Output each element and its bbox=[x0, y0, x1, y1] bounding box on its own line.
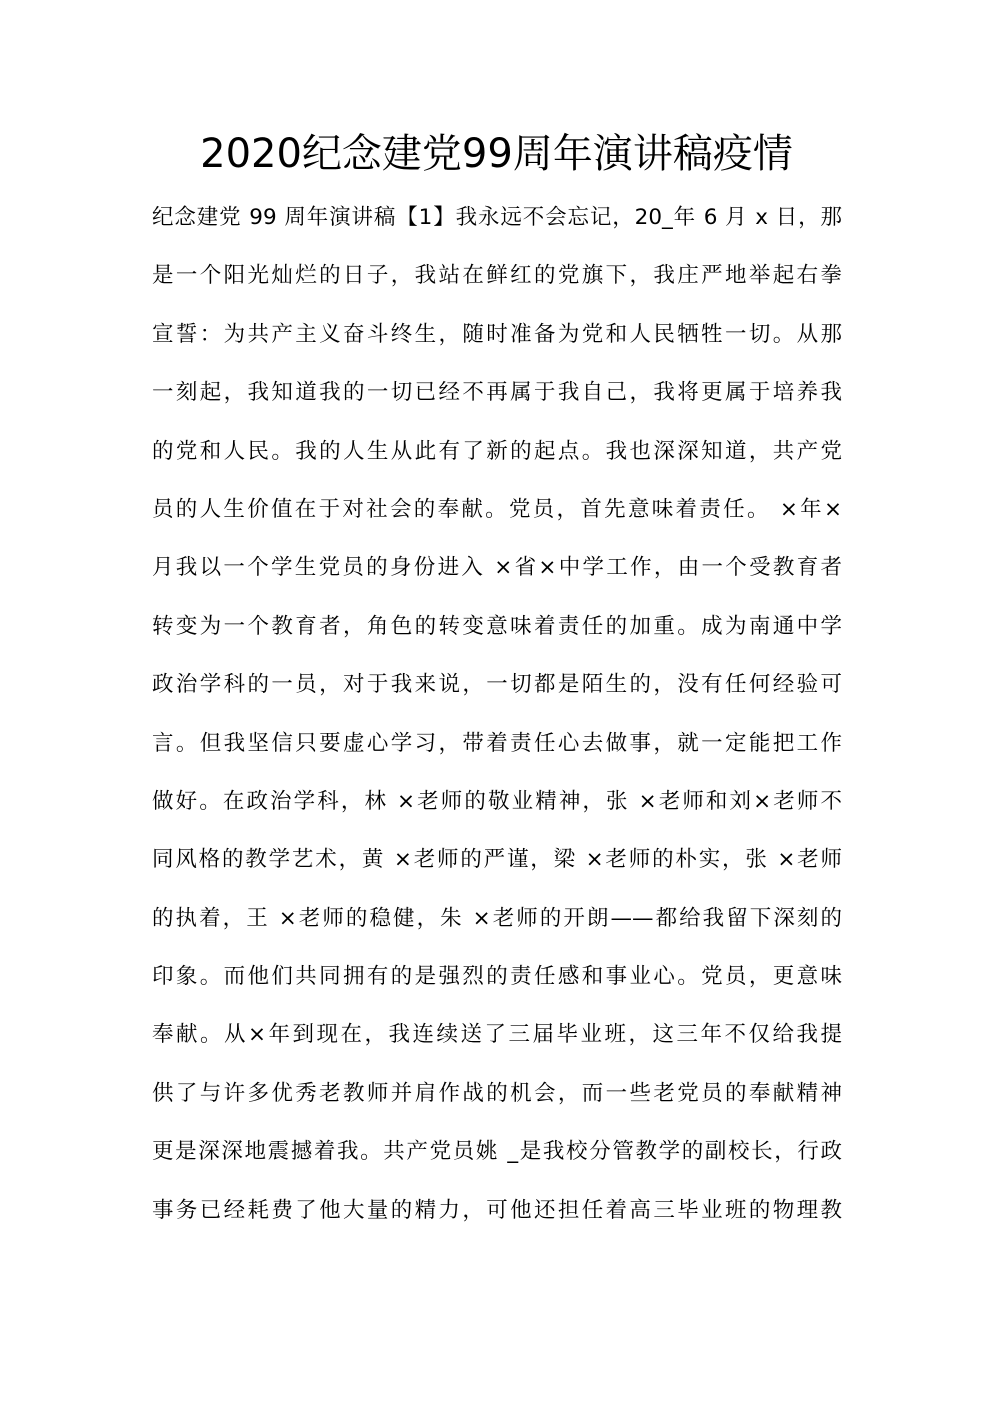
body-line: 印象。而他们共同拥有的是强烈的责任感和事业心。党员，更意味 bbox=[152, 964, 842, 990]
document-body bbox=[152, 189, 842, 1240]
body-line: 供了与许多优秀老教师并肩作战的机会，而一些老党员的奉献精神 bbox=[152, 1080, 842, 1106]
body-line: 的党和人民。我的人生从此有了新的起点。我也深深知道，共产党 bbox=[152, 438, 842, 464]
body-line: 纪念建党 99 周年演讲稿【1】我永远不会忘记，20_年 6 月 x 日，那 bbox=[152, 205, 842, 230]
body-line: 同风格的教学艺术，黄 ×老师的严谨，梁 ×老师的朴实，张 ×老师 bbox=[152, 847, 842, 873]
body-line: 更是深深地震撼着我。共产党员姚 _是我校分管教学的副校长，行政 bbox=[152, 1139, 842, 1165]
document-title: 2020纪念建党99周年演讲稿疫情 bbox=[200, 131, 793, 177]
body-line: 政治学科的一员，对于我来说，一切都是陌生的，没有任何经验可 bbox=[152, 672, 842, 698]
body-line: 的执着，王 ×老师的稳健，朱 ×老师的开朗——都给我留下深刻的 bbox=[152, 905, 842, 931]
body-line: 做好。在政治学科，林 ×老师的敬业精神，张 ×老师和刘×老师不 bbox=[152, 788, 842, 814]
body-line: 事务已经耗费了他大量的精力，可他还担任着高三毕业班的物理教 bbox=[152, 1197, 842, 1223]
body-line: 转变为一个教育者，角色的转变意味着责任的加重。成为南通中学 bbox=[152, 613, 842, 639]
body-line: 是一个阳光灿烂的日子，我站在鲜红的党旗下，我庄严地举起右拳 bbox=[152, 263, 842, 289]
body-line: 言。但我坚信只要虚心学习，带着责任心去做事，就一定能把工作 bbox=[152, 730, 842, 756]
body-line: 奉献。从×年到现在，我连续送了三届毕业班，这三年不仅给我提 bbox=[152, 1022, 842, 1048]
body-line: 一刻起，我知道我的一切已经不再属于我自己，我将更属于培养我 bbox=[152, 380, 842, 406]
body-line: 月我以一个学生党员的身份进入 ×省×中学工作，由一个受教育者 bbox=[152, 555, 842, 581]
body-line: 员的人生价值在于对社会的奉献。党员，首先意味着责任。 ×年× bbox=[152, 496, 842, 522]
body-line: 宣誓：为共产主义奋斗终生，随时准备为党和人民牺牲一切。从那 bbox=[152, 321, 842, 347]
